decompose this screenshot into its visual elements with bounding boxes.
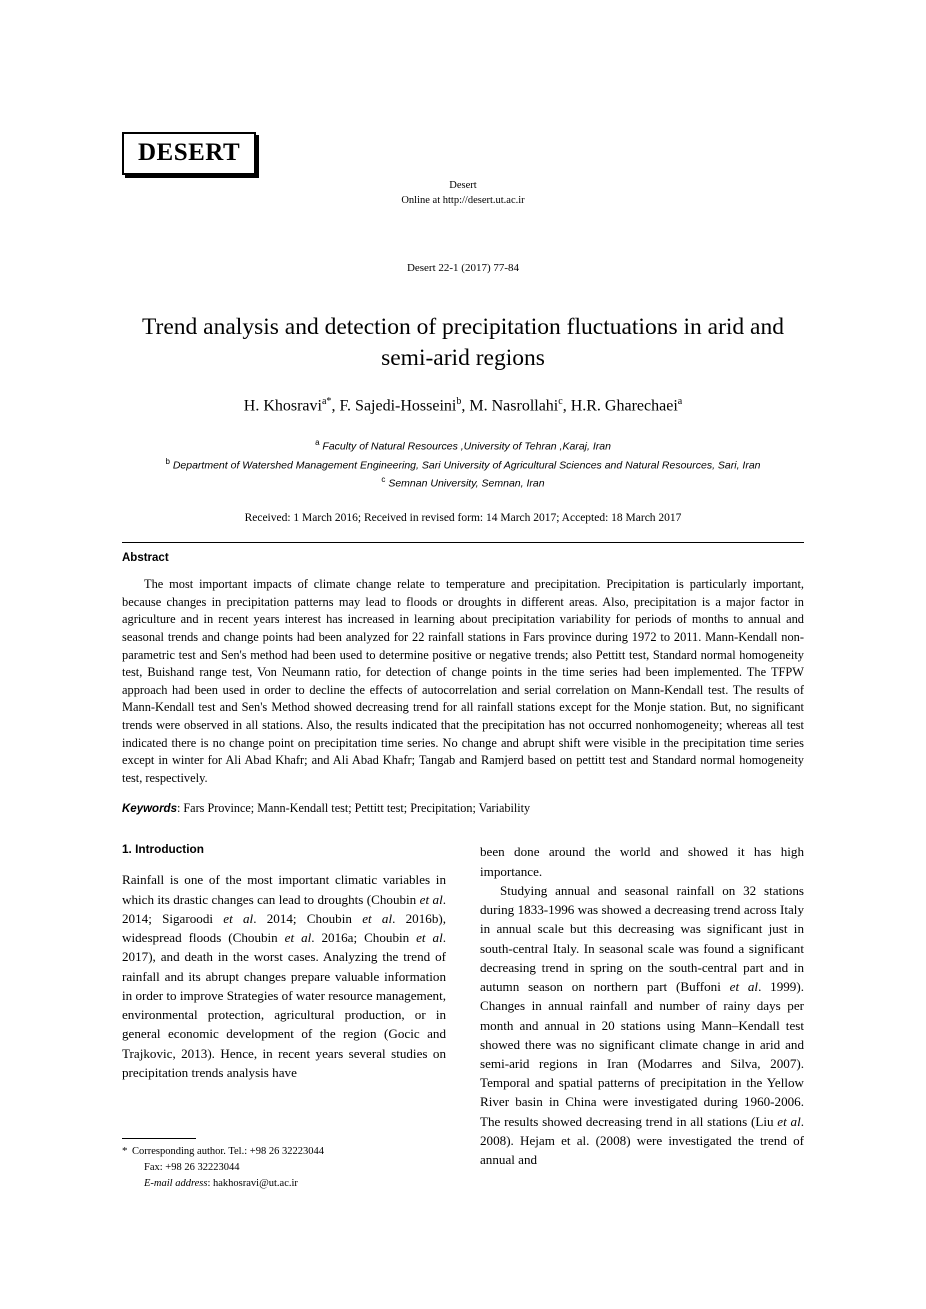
section-heading-introduction: 1. Introduction bbox=[122, 842, 204, 857]
column-right bbox=[480, 842, 804, 1169]
affiliation-b: $^b$ Department of Watershed Management Engineering, Sari University of Agricultural Sciences and Natural Resources, Sari, Iran bbox=[165, 456, 761, 472]
paragraph-intro-3: Studying annual and seasonal rainfall on 32 stations during 1833-1996 was showed a decreasing trend across Italy in annual scale but this decreasing was significant just in south-central Italy. In seasonal scale was found a significant decreasing trend in spring on the south-central part and in autumn season on northern part (Buffoni et al. 1999). Changes in annual rainfall and number of rainy days per month and annual in 20 stations using Mann–Kendall test showed there was no significant climate change in arid and semi-arid regions in Iran (Modarres and Silva, 2007). Temporal and spatial patterns of precipitation in the Yellow River basin in China were investigated during 1960-2006. The results showed decreasing trend in all stations (Liu et al. 2008). Hejam et al. (2008) were investigated the trend of annual and bbox=[480, 882, 804, 1168]
footnote-email-label: E-mail address bbox=[144, 1177, 208, 1189]
body-columns bbox=[122, 842, 804, 1169]
affiliation-c: $^c$ Semnan University, Semnan, Iran bbox=[381, 474, 545, 490]
abstract-heading: Abstract bbox=[122, 552, 169, 565]
footnote-email bbox=[122, 1176, 446, 1192]
page-title: Trend analysis and detection of precipitation fluctuations in arid and semi-arid regions bbox=[142, 314, 784, 372]
affiliations bbox=[122, 437, 804, 492]
footnote-divider bbox=[122, 1138, 196, 1139]
footnote bbox=[122, 1138, 446, 1191]
paper-content bbox=[122, 120, 804, 1169]
author-list: H. Khosravi$^{a*}$, F. Sajedi-Hosseini$^b$, M. Nasrollahi$^c$, H.R. Gharechaei$^a$ bbox=[243, 396, 683, 415]
paragraph-intro-1: Rainfall is one of the most important climatic variables in which its drastic changes can lead to droughts (Choubin et al. 2014; Sigaroodi et al. 2014; Choubin et al. 2016b), widespread floods (Choubin et al. 2016a; Choubin et al. 2017), and death in the worst cases. Analyzing the trend of rainfall and its abrupt changes prepare valuable information in order to improve Strategies of water resource management, environmental protection, agricultural production, or in general economic development of the region (Gocic and Trajkovic, 2013). Hence, in recent years several studies on precipitation trends analysis have bbox=[122, 872, 446, 1080]
footnote-corresponding: Corresponding author. Tel.: +98 26 32223044 bbox=[132, 1146, 324, 1157]
journal-url: Online at http://desert.ut.ac.ir bbox=[401, 195, 525, 207]
article-history: Received: 1 March 2016; Received in revised form: 14 March 2017; Accepted: 18 March 2017 bbox=[244, 512, 682, 525]
keywords-label: Keywords bbox=[122, 803, 177, 816]
column-left bbox=[122, 842, 446, 1169]
footnote-marker: * bbox=[122, 1145, 128, 1157]
journal-name: Desert bbox=[449, 180, 477, 191]
masthead bbox=[122, 120, 804, 240]
footnote-fax: Fax: +98 26 32223044 bbox=[144, 1161, 240, 1173]
journal-logo: DESERT bbox=[122, 132, 256, 175]
keywords bbox=[122, 801, 804, 816]
affiliation-a: $^a$ Faculty of Natural Resources ,University of Tehran ,Karaj, Iran bbox=[315, 438, 611, 453]
journal-reference: Desert 22-1 (2017) 77-84 bbox=[406, 262, 520, 274]
divider bbox=[122, 542, 804, 543]
abstract-text: The most important impacts of climate change relate to temperature and precipitation. Precipitation is particularly important, because changes in precipitation patterns may lead to floods or droughts in different areas. Also, precipitation is a major factor in agriculture and in recent years interest has increased in learning about precipitation variability for periods of months to annual and seasonal trends and change points had been analyzed for 22 rainfall stations in Fars province during 1972 to 2011. Mann-Kendall non-parametric test and Sen's method had been used to determine positive or negative trends; also Pettitt test, Standard normal homogeneity test, Buishand range test, Von Neumann ratio, for detection of change points in the time series had been implemented. The TFPW approach had been used in order to decline the effects of autocorrelation and serial correlation on Mann-Kendall test. The results of Mann-Kendall test and Sen's Method showed decreasing trend for all rainfall stations except for the Monje station. But, no significant trends were observed in all stations. Also, the results indicated that the precipitation has not occurred nonhomogeneity; whereas all test indicated there is no change point on precipitation time series. No change and abrupt shift were visible in the precipitation time series except in winter for Ali Abad Khafr; and Ali Abad Khafr; Tangab and Ramjerd based on pettitt test and Standard normal homogeneity test, respectively. bbox=[122, 577, 804, 785]
paragraph-intro-2: been done around the world and showed it has high importance. bbox=[480, 844, 804, 879]
footnote-email-value: : hakhosravi@ut.ac.ir bbox=[207, 1177, 298, 1189]
keywords-text: : Fars Province; Mann-Kendall test; Pettitt test; Precipitation; Variability bbox=[176, 801, 531, 816]
